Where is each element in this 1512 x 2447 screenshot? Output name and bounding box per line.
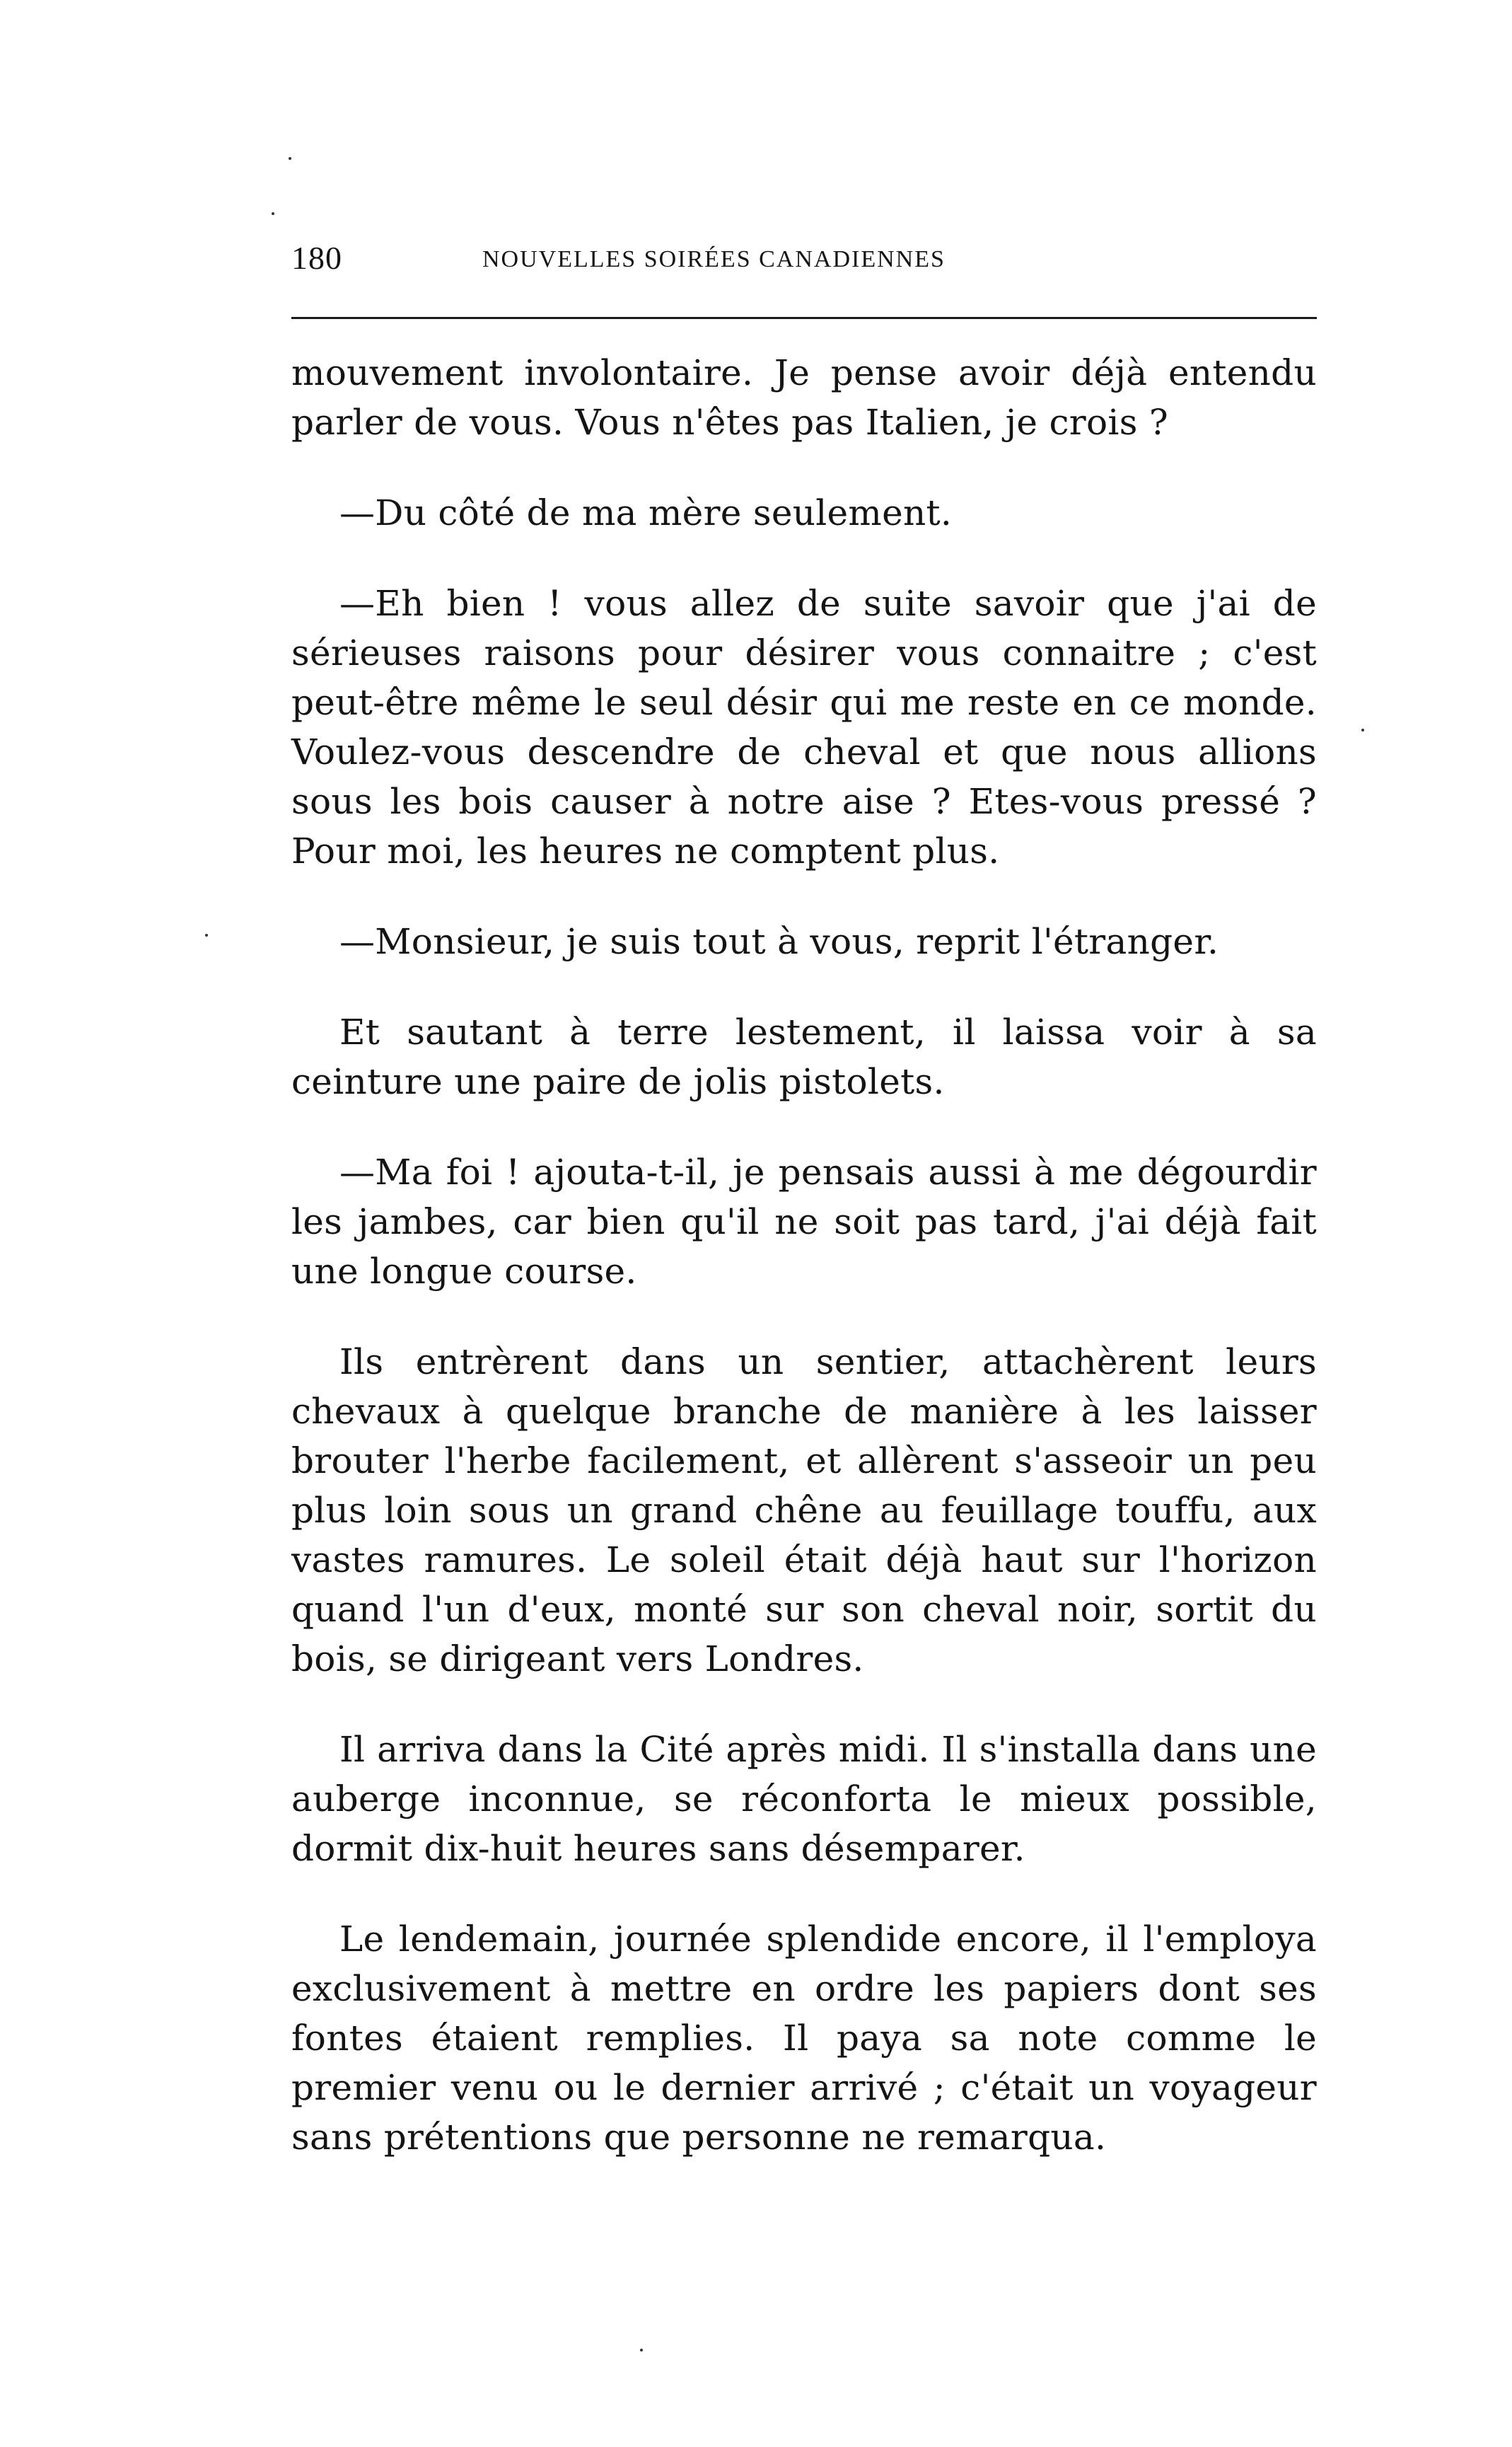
- scan-speck: [205, 934, 208, 937]
- scan-speck: [1361, 729, 1364, 731]
- scan-speck: [640, 2349, 643, 2351]
- header-rule: [291, 317, 1317, 319]
- paragraph: —Eh bien ! vous allez de suite savoir que j'ai de sérieuses raisons pour désirer vous connaitre ; c'est peut-être même le seul désir qui me reste en ce monde. Voulez-vous descendre de cheval et que nous allions sous les bois causer à notre aise ? Etes-vous pressé ? Pour moi, les heures ne comptent plus.: [291, 583, 1317, 872]
- paragraph: Le lendemain, journée splendide encore, il l'employa exclusivement à mettre en ordre les papiers dont ses fontes étaient remplies. Il paya sa note comme le premier venu ou le dernier arrivé ; c'était un voyageur sans prétentions que personne ne remarqua.: [291, 1919, 1317, 2158]
- scan-speck: [272, 212, 274, 215]
- page-body: [291, 348, 1317, 2203]
- paragraph: —Du côté de ma mère seulement.: [339, 492, 953, 533]
- scan-speck: [289, 157, 291, 160]
- running-title: NOUVELLES SOIRÉES CANADIENNES: [482, 246, 946, 272]
- page-header: [291, 233, 1317, 290]
- paragraph: mouvement involontaire. Je pense avoir déjà entendu parler de vous. Vous n'êtes pas Italien, je crois ?: [291, 352, 1317, 443]
- page-number: 180: [291, 240, 342, 276]
- book-page: [291, 233, 1317, 2158]
- paragraph: Ils entrèrent dans un sentier, attachèrent leurs chevaux à quelque branche de manière à les laisser brouter l'herbe facilement, et allèrent s'asseoir un peu plus loin sous un grand chêne au feuillage touffu, aux vastes ramures. Le soleil était déjà haut sur l'horizon quand l'un d'eux, monté sur son cheval noir, sortit du bois, se dirigeant vers Londres.: [291, 1341, 1317, 1679]
- paragraph: Il arriva dans la Cité après midi. Il s'installa dans une auberge inconnue, se réconforta le mieux possible, dormit dix-huit heures sans désemparer.: [291, 1729, 1317, 1869]
- paragraph: Et sautant à terre lestement, il laissa voir à sa ceinture une paire de jolis pistolets.: [291, 1012, 1317, 1102]
- paragraph: —Ma foi ! ajouta-t-il, je pensais aussi à me dégourdir les jambes, car bien qu'il ne soit pas tard, j'ai déjà fait une longue course.: [291, 1152, 1317, 1292]
- paragraph: —Monsieur, je suis tout à vous, reprit l'étranger.: [339, 921, 1219, 962]
